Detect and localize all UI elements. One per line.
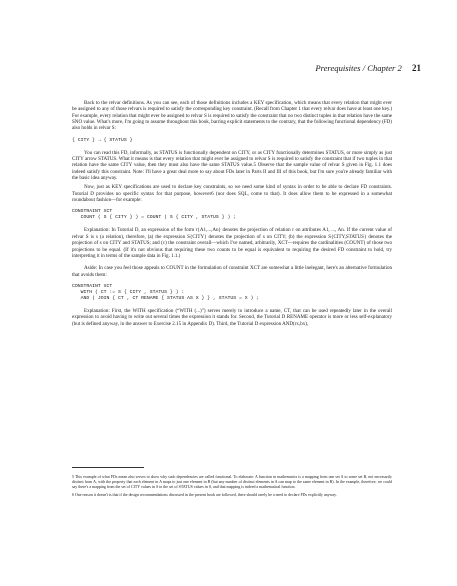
paragraph-fd-syntax: Now, just as KEY specifications are used to declare key constraints, so we need some kind of syntax in order to be able to declare FD constraints. Tutorial D provides no specific syntax for that purpose, however6 (nor does SQL, come to that). It does allow them to be expressed in a somewhat roundabout fashion—for example:: [72, 184, 392, 204]
paragraph-aside: Aside: In case you feel those appeals to COUNT in the formulation of constraint XCT are somewhat a little inelegant, here's an alternative formulation that avoids them:: [72, 265, 392, 278]
running-title: Prerequisites / Chapter 2: [315, 63, 402, 73]
footnote-6: 6 One reason it doesn't is that if the design recommendations discussed in the present book are followed, there should rarely be a need to declare FDs explicitly anyway.: [72, 492, 337, 498]
code-constraint-count: CONSTRAINT XCT COUNT ( S { CITY } ) = COUNT ( S { CITY , STATUS } ) ;: [72, 209, 237, 221]
running-header: [315, 63, 421, 73]
footnote-5: 5 This example of what FDs mean also serves to show why such dependencies are called functional. To elaborate: A function in mathematics is a mapping from one set A to some set B, not necessarily distinct from A, with the property that each element in A maps to just one element in B (but any number of distinct elements in A can map to the same element in B). In the example, therefore, we could say there's a mapping from the set of CITY values in S to the set of STATUS values in S, and that mapping is indeed a mathematical function.: [72, 474, 392, 490]
footnotes: [72, 474, 392, 500]
main-text: [72, 100, 392, 327]
paragraph-relvar-definitions: Back to the relvar definitions. As you can see, each of those definitions includes a KEY specification, which means that every relation that might ever be assigned to any of those relvars is required to satisfy the corresponding key constraint. (Recall from Chapter 1 that every relvar does have at least one key.) For example, every relation that might ever be assigned to relvar S is required to satisfy the constraint that no two distinct tuples in that relation have the same SNO value. What's more, I'm going to assume throughout this book, barring explicit statements to the contrary, that the following functional dependency (FD) also holds in relvar S:: [72, 100, 392, 132]
footnote-rule: [72, 467, 144, 468]
page-number: 21: [412, 63, 421, 73]
paragraph-fd-reading: You can read this FD, informally, as STATUS is functionally dependent on CITY, or as CITY functionally determines STATUS, or more simply as just CITY arrow STATUS. What it means is that every relation that might ever be assigned to relvar S is required to satisfy the constraint that if two tuples in that relation have the same CITY value, then they must also have the same STATUS value.5 Observe that the sample value of relvar S given in Fig. 1.1 does indeed satisfy this constraint. Note: I'll have a great deal more to say about FDs later in Parts II and III of this book, but I'm sure you're already familiar with the basic idea anyway.: [72, 149, 392, 182]
code-fd-city-status: { CITY } → { STATUS }: [72, 137, 133, 143]
paragraph-explanation-with: Explanation: First, the WITH specification (“WITH (...)”) serves merely to introduce a name, CT, that can be used repeatedly later in the overall expression to avoid having to write out several times the expression it stands for. Second, the Tutorial D RENAME operator is more or less self-explanatory (but is defined anyway, in the answer to Exercise 2.15 in Appendix D). Third, the Tutorial D expression AND(rx,bx),: [72, 307, 392, 327]
paragraph-explanation-projection: Explanation: In Tutorial D, an expression of the form r{A1,...,An} denotes the projection of relation r on attributes A1, ..., An. If the current value of relvar S is s (a relation), therefore, (a) the expression S{CITY} denotes the projection of s on CITY; (b) the expression S{CITY,STATUS} denotes the projection of s on CITY and STATUS; and (c) the constraint overall—which I've named, arbitrarily, XCT—requires the cardinalities (COUNT) of those two projections to be equal. (If it's not obvious that requiring these two counts to be equal is equivalent to requiring the desired FD constraint to hold, try interpreting it in terms of the sample data in Fig. 1.1.): [72, 227, 392, 259]
code-constraint-with: CONSTRAINT XCT WITH ( CT := S { CITY , STATUS } ) : AND ( JOIN { CT , CT RENAME { STATUS AS X } } , STATUS = X ) ;: [72, 283, 260, 301]
